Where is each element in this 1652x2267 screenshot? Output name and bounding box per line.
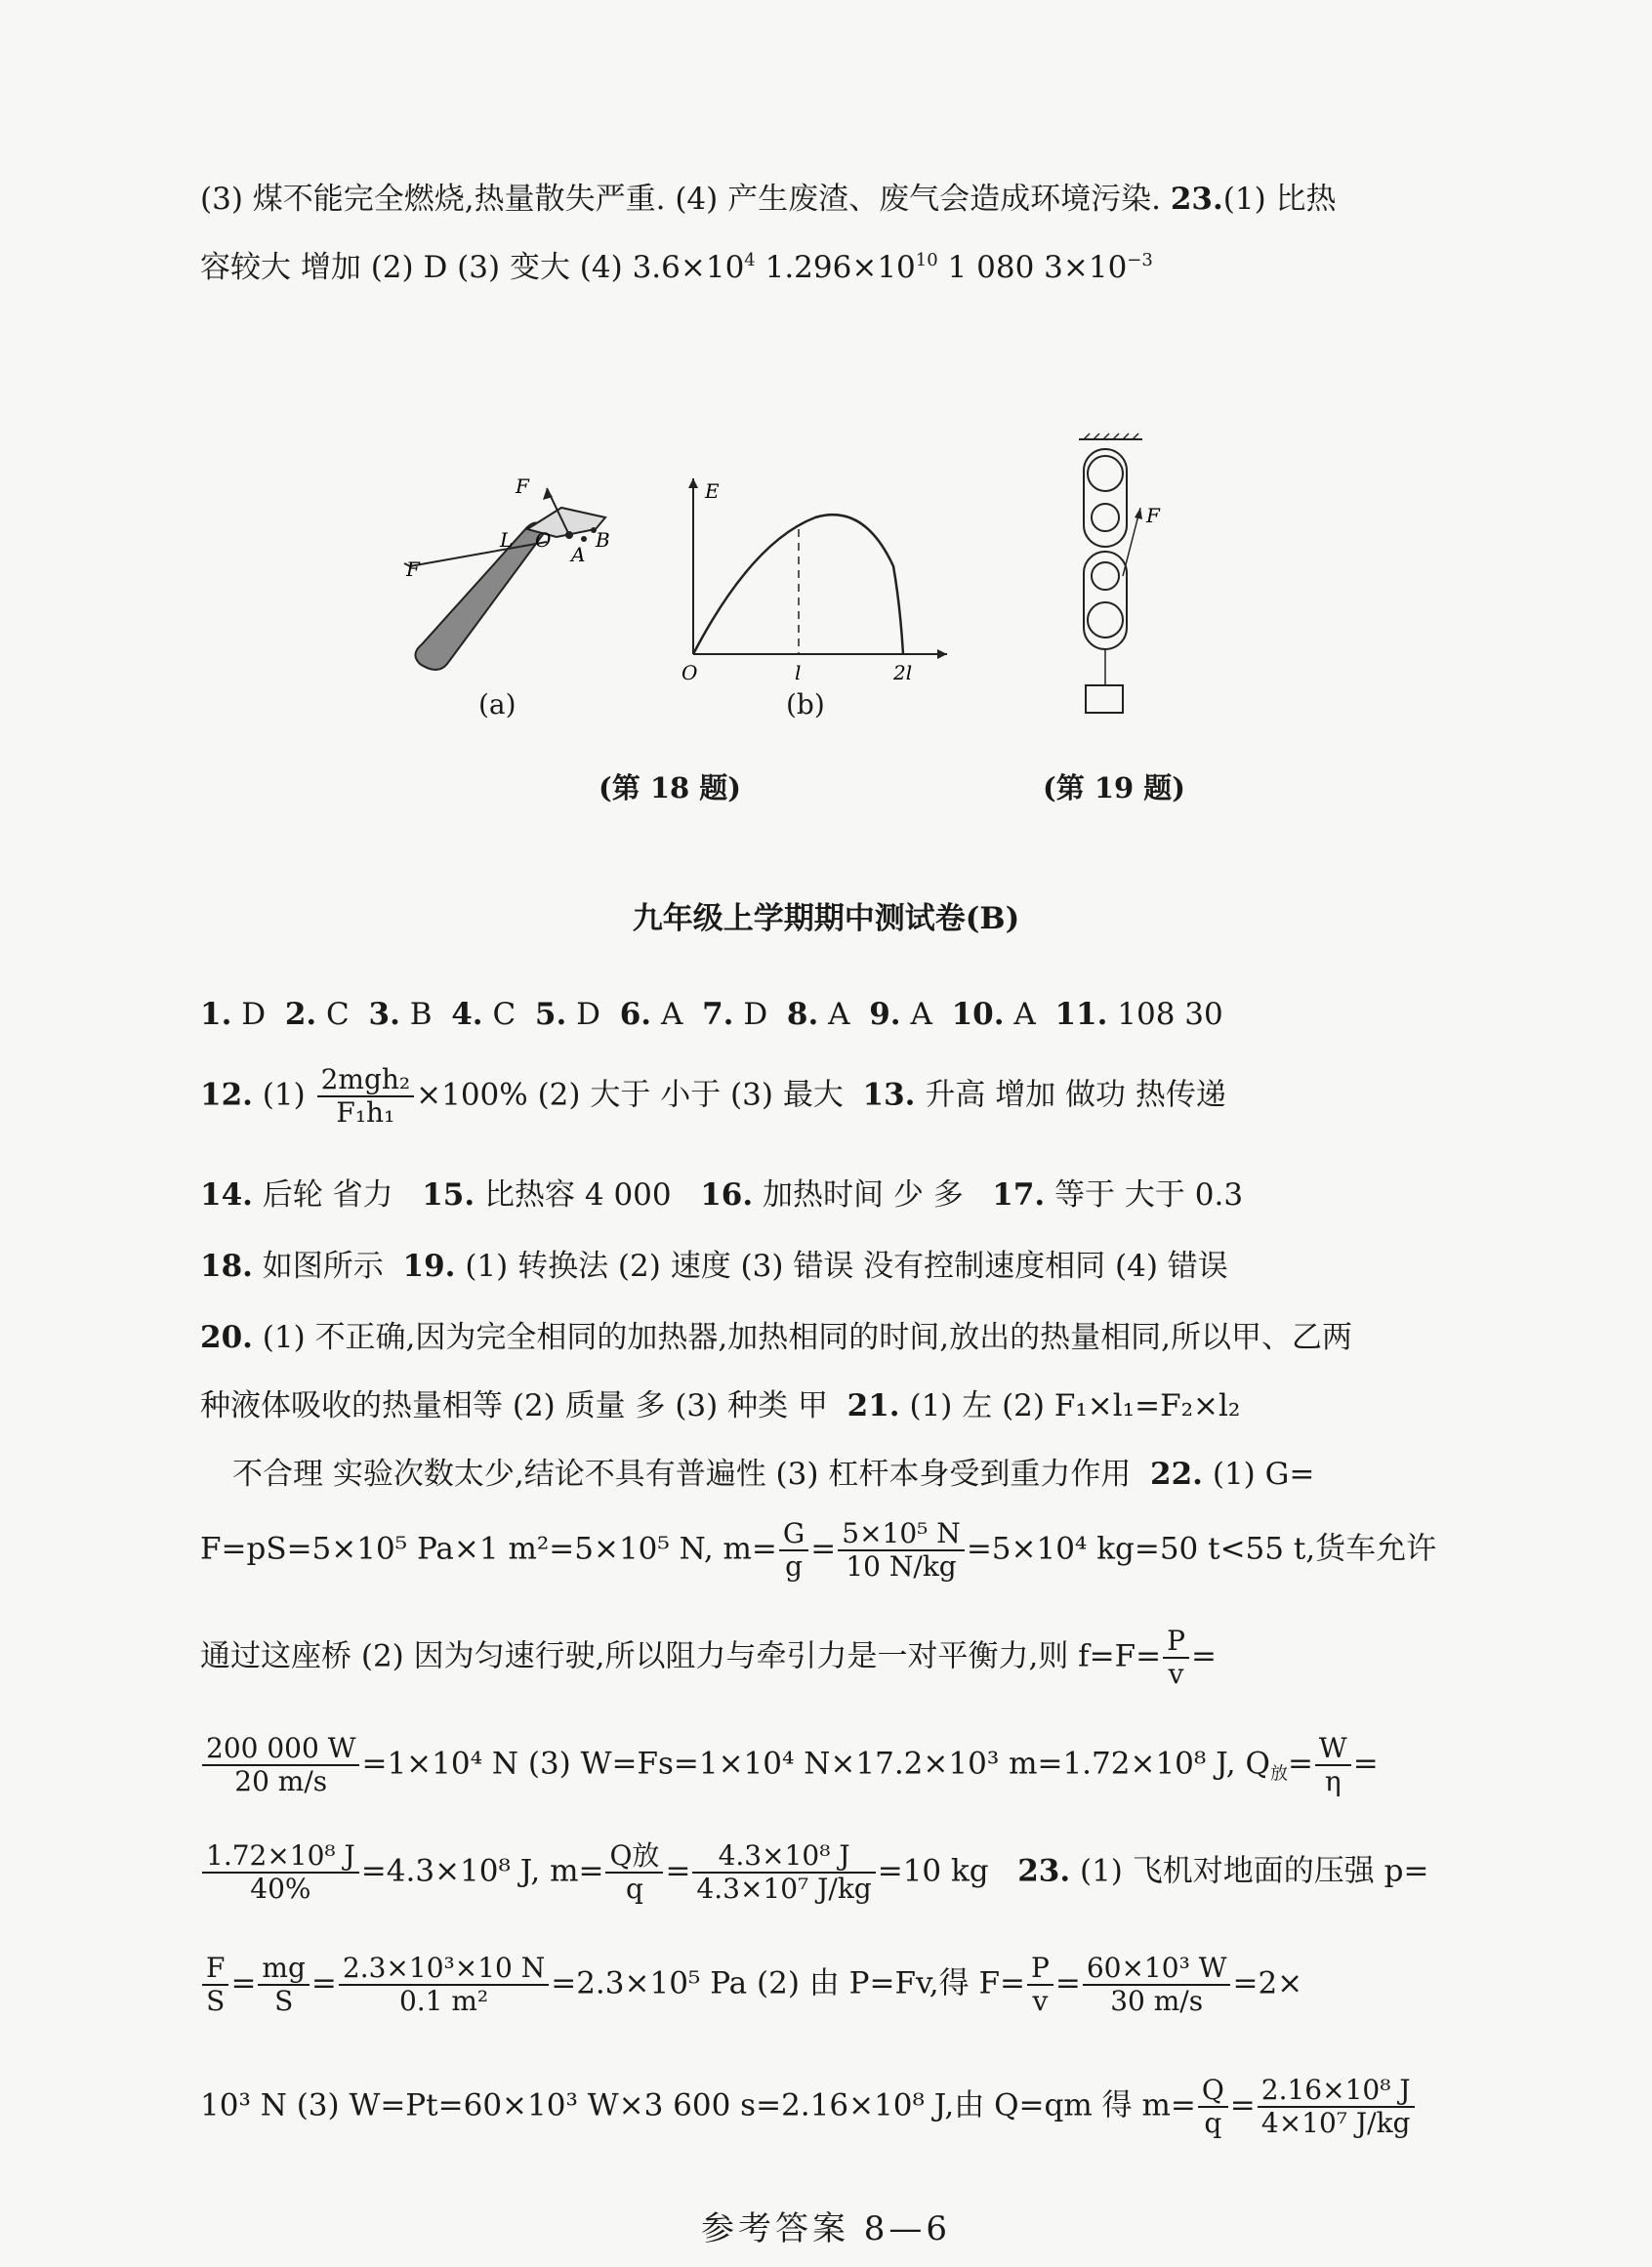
answers-line-18: 18. 如图所示 19. (1) 转换法 (2) 速度 (3) 错误 没有控制速度相同 (4) 错误: [200, 1249, 1228, 1284]
answers-line-21b: 不合理 实验次数太少,结论不具有普遍性 (3) 杠杆本身受到重力作用 22. (1) G=: [232, 1457, 1315, 1492]
svg-text:F: F: [1146, 504, 1160, 527]
text-line: (3) 煤不能完全燃烧,热量散失严重. (4) 产生废渣、废气会造成环境污染. 23.(1) 比热: [200, 182, 1337, 217]
svg-text:F: F: [516, 474, 529, 498]
figure-b-label: (b): [786, 688, 825, 721]
answers-line-22e: $\frac{\text{1.72×10⁸ J}}{40\%}$ =4.3×10⁸ J, m= $\frac{\text{Q放}}{q}$ = $\frac{\text{4.3×10⁸ J}}{\text{4.3×10⁷ J/kg}}$ =10 kg 23. (1) 飞机对地面的压强 p=: [200, 1840, 1499, 1905]
figure-19-pulley: [1064, 430, 1191, 722]
page-footer: 参考答案 8—6: [700, 2209, 952, 2248]
svg-text:2l: 2l: [893, 661, 913, 684]
svg-text:B: B: [596, 528, 610, 552]
figure-b-graph: [674, 459, 957, 693]
figure-a-label: (a): [478, 688, 516, 721]
answers-line-23b: $\frac{F}{S}$ = $\frac{mg}{S}$ = $\frac{\text{2.3×10³×10 N}}{\text{0.1 m²}}$ =2.3×10⁵ Pa (2) 由 P=Fv,得 F= $\frac{P}{v}$ = $\frac{\text{60×10³ W}}{30 m/s}$ =2×: [200, 1953, 1499, 2017]
svg-text:F: F: [406, 557, 420, 581]
section-title: 九年级上学期期中测试卷(B): [632, 901, 1020, 936]
svg-text:O: O: [681, 661, 698, 684]
svg-text:l: l: [795, 661, 802, 684]
answers-line-14: 14. 后轮 省力 15. 比热容 4 000 16. 加热时间 少 多 17. 等于 大于 0.3: [200, 1177, 1244, 1213]
answers-line-20b: 种液体吸收的热量相等 (2) 质量 多 (3) 种类 甲 21. (1) 左 (2) F₁×l₁=F₂×l₂: [200, 1388, 1241, 1423]
svg-text:E: E: [705, 479, 720, 503]
answers-line-1: 1. D 2. C 3. B 4. C 5. D 6. A 7. D 8. A 9. A 10. A 11. 108 30: [200, 997, 1223, 1032]
caption-19: (第 19 题): [1043, 771, 1185, 804]
answers-line-20a: 20. (1) 不正确,因为完全相同的加热器,加热相同的时间,放出的热量相同,所以甲、乙两: [200, 1320, 1352, 1355]
svg-text:L: L: [500, 528, 514, 552]
svg-text:O: O: [535, 528, 552, 552]
text-line: 容较大 增加 (2) D (3) 变大 (4) $3.6\times 10^4$ $1.296\times 10^{10}$ 1 080 $3\times 10^{-3}$: [200, 250, 1153, 285]
svg-text:A: A: [571, 543, 586, 566]
answers-line-22b: F=pS=5×10⁵ Pa×1 m²=5×10⁵ N, m= $\frac{G}{g}$ = $\frac{\text{5×10⁵ N}}{10 N/kg}$ =5×10⁴ kg=50 t<55 t,货车允许: [200, 1517, 1437, 1583]
figure-a-pliers: [391, 469, 644, 693]
answers-line-23c: 10³ N (3) W=Pt=60×10³ W×3 600 s=2.16×10⁸ J,由 Q=qm 得 m= $\frac{Q}{q}$ = $\frac{\text{2.16×10⁸ J}}{\text{4×10⁷ J/kg}}$: [200, 2075, 1499, 2139]
answers-line-22d: $\frac{200 000 W}{20 m/s}$ =1×10⁴ N (3) W=Fs=1×10⁴ N×17.2×10³ m=1.72×10⁸ J, $Q_放=$ $\frac{W}{\eta}$ =: [200, 1733, 1499, 1797]
answers-line-22c: 通过这座桥 (2) 因为匀速行驶,所以阻力与牵引力是一对平衡力,则 f=F= $\frac{P}{v}$ =: [200, 1625, 1217, 1690]
caption-18: (第 18 题): [599, 771, 741, 804]
answers-line-12: 12. (1) $\frac{\text{2mgh₂}}{\text{F₁h₁}}$ ×100% (2) 大于 小于 (3) 最大 13. 升高 增加 做功 热传递: [200, 1063, 1226, 1129]
